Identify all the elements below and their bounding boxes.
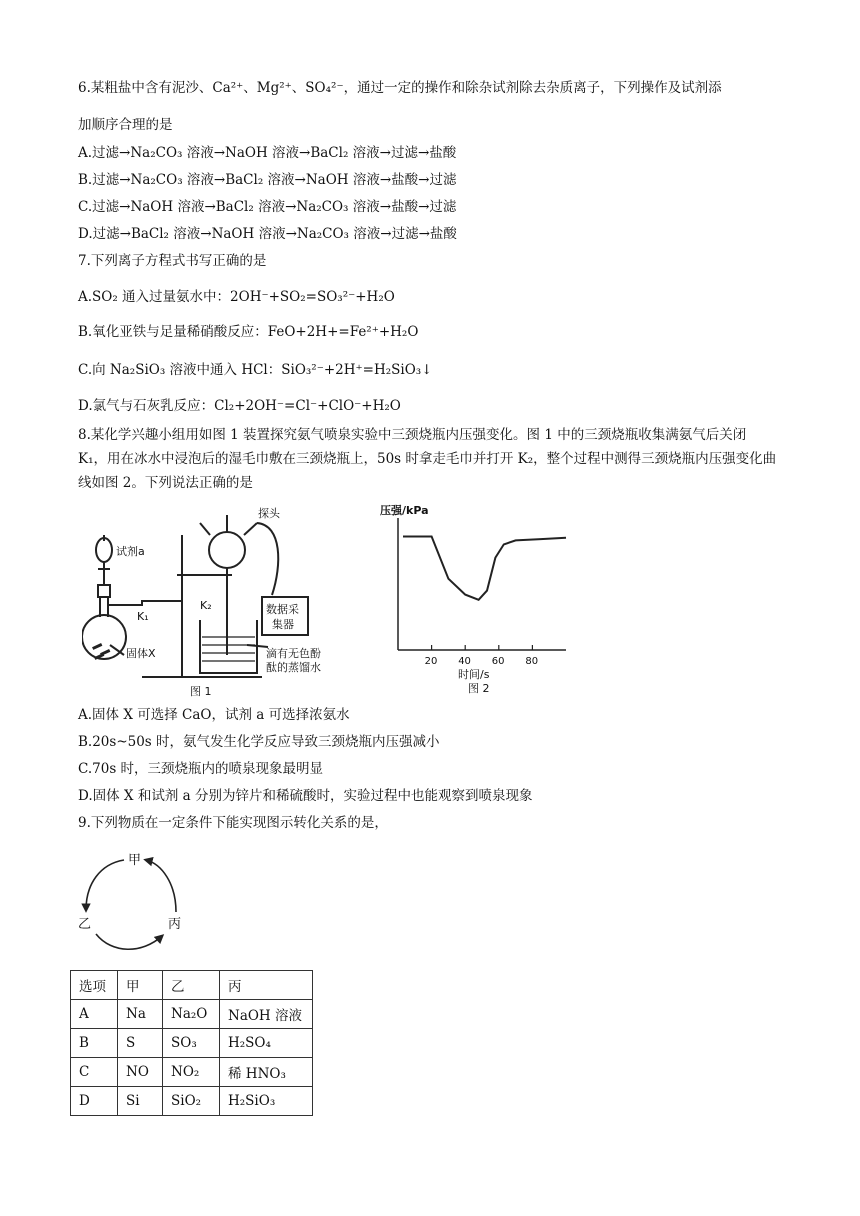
table-cell: D: [71, 1087, 118, 1116]
q8-option-a: A.固体 X 可选择 CaO，试剂 a 可选择浓氨水: [78, 707, 350, 723]
table-cell: A: [71, 1000, 118, 1029]
q9-options-table: [70, 970, 313, 1116]
table-cell: Si: [118, 1087, 163, 1116]
chart-series-line: [403, 537, 566, 600]
table-cell: H₂SiO₃: [220, 1087, 313, 1116]
table-cell: Na₂O: [163, 1000, 220, 1029]
fig1-water-label-2: 酞的蒸馏水: [266, 661, 321, 674]
table-cell: NaOH 溶液: [220, 1000, 313, 1029]
q7-stem: 7.下列离子方程式书写正确的是: [78, 253, 267, 269]
fig1-water-label-1: 滴有无色酚: [266, 647, 321, 660]
chart-x-tick-label: 80: [525, 656, 539, 667]
table-header-cell: 选项: [71, 971, 118, 1000]
table-row: [71, 1087, 313, 1116]
table-cell: NO₂: [163, 1058, 220, 1087]
chart-xlabel: 时间/s: [458, 668, 490, 681]
chart-x-tick-label: 60: [491, 656, 505, 667]
table-row: [71, 1058, 313, 1087]
table-cell: 稀 HNO₃: [220, 1058, 313, 1087]
cycle-arrow-yi-to-bing: [96, 934, 162, 949]
table-cell: NO: [118, 1058, 163, 1087]
cycle-node-yi: 乙: [78, 917, 92, 932]
table-cell: H₂SO₄: [220, 1029, 313, 1058]
q8-stem: 8.某化学兴趣小组用如图 1 装置探究氨气喷泉实验中三颈烧瓶内压强变化。图 1 中的三颈烧瓶收集满氨气后关闭 K₁，用在冰水中浸泡后的湿毛巾敷在三颈烧瓶上，50s 时拿走毛巾并打开 K₂，整个过程中测得三颈烧瓶内压强变化曲线如图 2。下列说法正确的是: [78, 427, 777, 491]
chart-axes: [398, 518, 566, 650]
fig1-caption: 图 1: [190, 685, 212, 698]
figure-2-pressure-chart: [376, 500, 576, 695]
q6-option-c: C.过滤→NaOH 溶液→BaCl₂ 溶液→Na₂CO₃ 溶液→盐酸→过滤: [78, 199, 457, 215]
cycle-node-jia: 甲: [128, 853, 142, 868]
cycle-arrow-jia-to-yi: [86, 860, 124, 910]
q7-option-d: D.氯气与石灰乳反应：Cl₂+2OH⁻=Cl⁻+ClO⁻+H₂O: [78, 398, 401, 414]
fig2-caption: 图 2: [468, 682, 490, 695]
chart-x-tick-label: 40: [458, 656, 471, 667]
chart-x-tick-label: 20: [424, 656, 438, 667]
q8-option-c: C.70s 时，三颈烧瓶内的喷泉现象最明显: [78, 761, 324, 777]
table-cell: SiO₂: [163, 1087, 220, 1116]
table-header-cell: 丙: [220, 971, 313, 1000]
fig1-reagent-a-label: 试剂a: [116, 545, 145, 558]
table-cell: B: [71, 1029, 118, 1058]
table-header-cell: 甲: [118, 971, 163, 1000]
table-row: [71, 1029, 313, 1058]
q6-stem-line2: 加顺序合理的是: [78, 117, 173, 133]
figure-1-apparatus: [82, 505, 342, 700]
fig1-k1-label: K₁: [137, 610, 149, 623]
fig1-k2-label: K₂: [200, 599, 212, 612]
cycle-node-bing: 丙: [168, 917, 182, 932]
table-header-row: [71, 971, 313, 1000]
chart-ylabel: 压强/kPa: [380, 504, 429, 517]
q6-option-d: D.过滤→BaCl₂ 溶液→NaOH 溶液→Na₂CO₃ 溶液→过滤→盐酸: [78, 226, 457, 242]
fig1-collector-label-2: 集器: [272, 618, 294, 631]
q7-option-a: A.SO₂ 通入过量氨水中：2OH⁻+SO₂=SO₃²⁻+H₂O: [78, 289, 395, 305]
table-cell: C: [71, 1058, 118, 1087]
q8-option-d: D.固体 X 和试剂 a 分别为锌片和稀硫酸时，实验过程中也能观察到喷泉现象: [78, 788, 533, 804]
table-cell: S: [118, 1029, 163, 1058]
cycle-arrow-bing-to-jia: [146, 860, 176, 912]
table-cell: Na: [118, 1000, 163, 1029]
q7-option-b: B.氧化亚铁与足量稀硝酸反应：FeO+2H+=Fe²⁺+H₂O: [78, 324, 419, 340]
q9-cycle-diagram: [72, 842, 202, 962]
fig1-probe-label: 探头: [258, 507, 280, 520]
q6-option-b: B.过滤→Na₂CO₃ 溶液→BaCl₂ 溶液→NaOH 溶液→盐酸→过滤: [78, 172, 457, 188]
q9-stem: 9.下列物质在一定条件下能实现图示转化关系的是，: [78, 815, 388, 831]
q6-stem-line1: 6.某粗盐中含有泥沙、Ca²⁺、Mg²⁺、SO₄²⁻，通过一定的操作和除杂试剂除去杂质离子，下列操作及试剂添: [78, 80, 722, 96]
table-cell: SO₃: [163, 1029, 220, 1058]
fig1-collector-label-1: 数据采: [266, 603, 299, 616]
table-header-cell: 乙: [163, 971, 220, 1000]
q7-option-c: C.向 Na₂SiO₃ 溶液中通入 HCl：SiO₃²⁻+2H⁺=H₂SiO₃↓: [78, 362, 433, 378]
q6-option-a: A.过滤→Na₂CO₃ 溶液→NaOH 溶液→BaCl₂ 溶液→过滤→盐酸: [78, 145, 457, 161]
fig1-solid-label: 固体X: [126, 647, 156, 660]
table-row: [71, 1000, 313, 1029]
q8-option-b: B.20s~50s 时，氨气发生化学反应导致三颈烧瓶内压强减小: [78, 734, 440, 750]
